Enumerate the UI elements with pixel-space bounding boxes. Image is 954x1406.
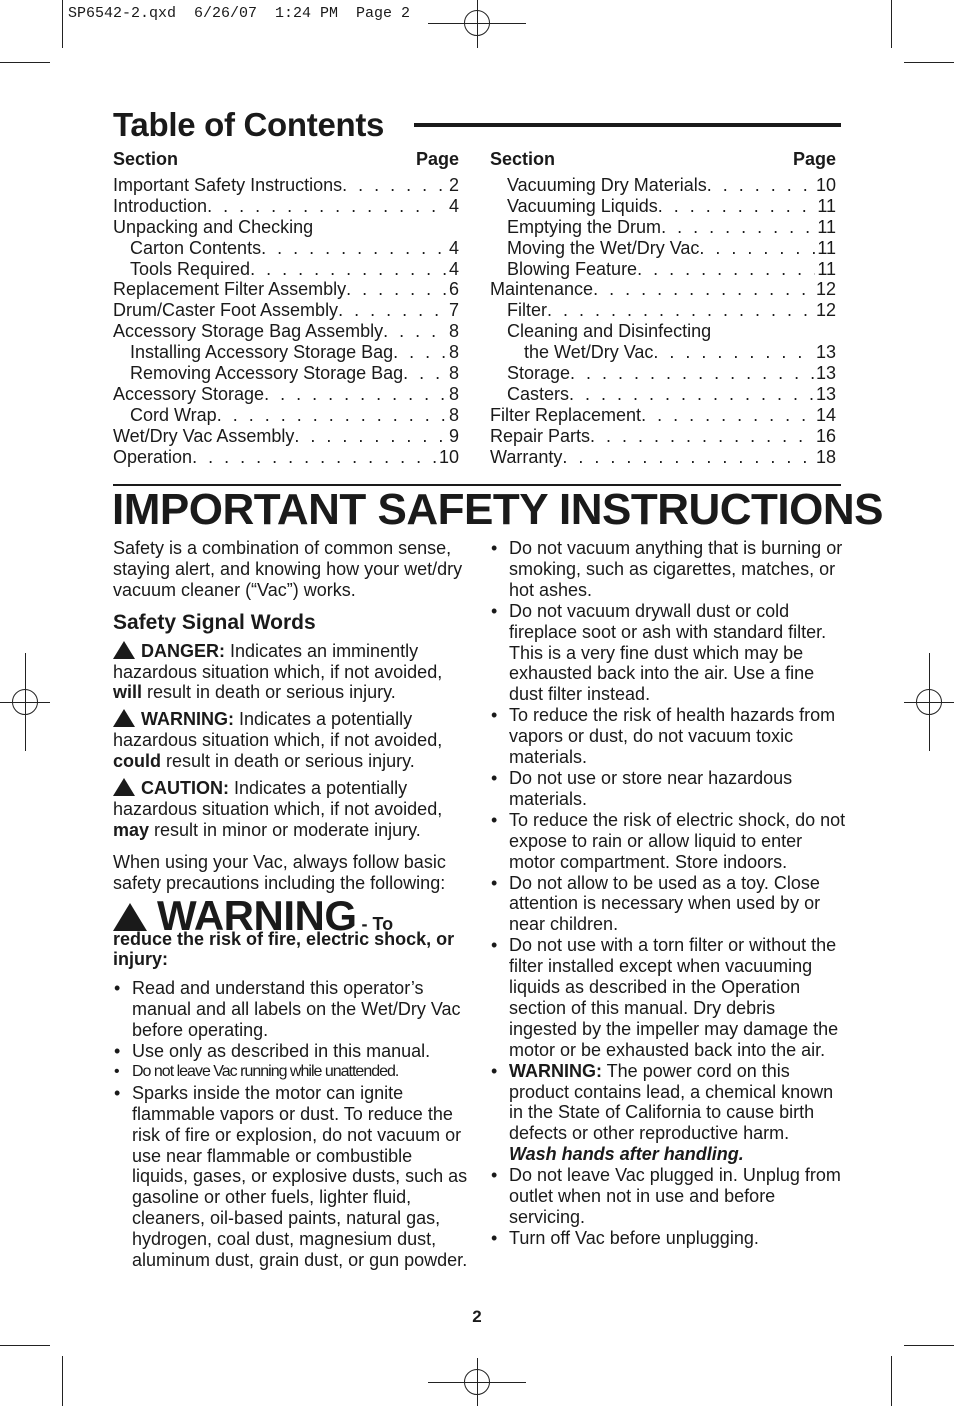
toc-entry xyxy=(113,363,459,384)
toc-title: Table of Contents xyxy=(113,106,385,143)
toc-page-label: Page xyxy=(792,149,836,169)
toc-leader-dots xyxy=(207,196,447,217)
warning-heading: WARNING - To xyxy=(113,902,468,935)
toc-title-rule xyxy=(414,123,841,127)
toc-leader-dots xyxy=(547,300,814,321)
toc-entry-label: the Wet/Dry Vac xyxy=(524,342,654,363)
toc-entry xyxy=(113,426,459,447)
toc-leader-dots xyxy=(338,300,447,321)
toc-entry-label: Storage xyxy=(507,363,571,384)
toc-entry-page: 13 xyxy=(815,363,836,384)
toc-entry xyxy=(490,238,836,259)
toc-entry xyxy=(490,175,836,196)
toc-entry xyxy=(490,363,836,384)
toc-entry xyxy=(490,217,836,238)
toc-entry-label: Drum/Caster Foot Assembly xyxy=(113,300,339,321)
toc-leader-dots xyxy=(569,384,814,405)
toc-entry xyxy=(113,279,459,300)
toc-left-header xyxy=(113,149,459,170)
toc-entry xyxy=(113,217,459,238)
right-safety-list-tail xyxy=(490,1165,846,1249)
toc-entry xyxy=(490,447,836,468)
toc-entry-label: Introduction xyxy=(113,195,208,216)
toc-left-entries xyxy=(113,175,459,468)
toc-right-header xyxy=(490,149,836,170)
toc-leader-dots xyxy=(342,175,447,196)
toc-entry-page: 4 xyxy=(448,237,459,258)
safety-bullet: • Do not allow to be used as a toy. Close attention is necessary when used by or near children. xyxy=(490,873,846,936)
toc-entry-page: 13 xyxy=(815,383,836,404)
toc-entry-page: 11 xyxy=(817,258,836,279)
warning-subheading: reduce the risk of fire, electric shock, or injury: xyxy=(113,928,455,970)
toc-entry-page: 7 xyxy=(448,300,459,321)
toc-entry-label: Operation xyxy=(113,446,193,467)
toc-entry-label: Filter xyxy=(507,300,547,321)
toc-leader-dots xyxy=(658,196,816,217)
toc-entry-page: 4 xyxy=(448,195,459,216)
left-safety-list xyxy=(113,978,468,1271)
toc-leader-dots xyxy=(250,259,447,280)
danger-definition: DANGER: Indicates an imminently hazardous situation which, if not avoided, will result in death or serious injury. xyxy=(113,640,443,703)
safety-right-column xyxy=(490,538,846,1249)
toc-entry xyxy=(490,196,836,217)
toc-entry-page: 6 xyxy=(448,279,459,300)
printer-slug: SP6542-2.qxd 6/26/07 1:24 PM Page 2 xyxy=(68,5,411,22)
prop65-list xyxy=(490,1061,846,1166)
toc-entry-label: Tools Required xyxy=(130,258,251,279)
safety-bullet: • Do not vacuum drywall dust or cold fireplace soot or ash with standard filter. This is a very fine dust which may be exhausted back into the air. Use a fine dust filter instead. xyxy=(490,601,846,706)
toc-entry-page: 12 xyxy=(815,300,836,321)
toc-entry-page: 11 xyxy=(817,195,836,216)
toc-leader-dots xyxy=(346,279,447,300)
toc-entry-label: Vacuuming Dry Materials xyxy=(507,174,707,195)
toc-leader-dots xyxy=(707,175,814,196)
alert-triangle-icon xyxy=(113,903,147,931)
safety-intro: Safety is a combination of common sense, staying alert, and knowing how your wet/dry vacuum cleaner (“Vac”) works. xyxy=(113,538,463,600)
toc-entry-label: Installing Accessory Storage Bag xyxy=(130,342,394,363)
signal-words-heading: Safety Signal Words xyxy=(113,610,316,634)
safety-left-column xyxy=(113,538,468,1271)
toc-entry-page: 14 xyxy=(815,404,836,425)
toc-entry-page: 8 xyxy=(448,342,459,363)
toc-entry-label: Repair Parts xyxy=(490,425,591,446)
toc-leader-dots xyxy=(192,447,437,468)
toc-entry-label: Warranty xyxy=(490,446,563,467)
toc-leader-dots xyxy=(294,426,447,447)
toc-entry xyxy=(490,279,836,300)
toc-entry-label: Unpacking and Checking xyxy=(113,216,314,237)
toc-entry-label: Important Safety Instructions xyxy=(113,174,343,195)
toc-entry-label: Cleaning and Disinfecting xyxy=(507,321,712,342)
toc-entry-page: 2 xyxy=(448,174,459,195)
safety-bullet: • Turn off Vac before unplugging. xyxy=(490,1228,846,1249)
toc-entry-label: Maintenance xyxy=(490,279,594,300)
toc-entry-page: 18 xyxy=(815,446,836,467)
alert-triangle-icon xyxy=(113,778,135,796)
toc-entry-label: Vacuuming Liquids xyxy=(507,195,658,216)
toc-right-entries xyxy=(490,175,836,468)
toc-left-column xyxy=(113,149,459,468)
safety-bullet: • Use only as described in this manual. xyxy=(113,1041,468,1062)
toc-entry-label: Wet/Dry Vac Assembly xyxy=(113,425,295,446)
toc-entry-page: 12 xyxy=(815,279,836,300)
toc-entry xyxy=(113,196,459,217)
alert-triangle-icon xyxy=(113,709,135,727)
toc-entry-label: Accessory Storage xyxy=(113,383,265,404)
toc-entry xyxy=(490,342,836,363)
toc-entry xyxy=(113,175,459,196)
toc-entry xyxy=(113,342,459,363)
toc-entry xyxy=(490,405,836,426)
toc-entry xyxy=(113,238,459,259)
toc-entry-label: Accessory Storage Bag Assembly xyxy=(113,321,384,342)
toc-entry xyxy=(490,426,836,447)
toc-leader-dots xyxy=(570,363,814,384)
safety-bullet: • To reduce the risk of electric shock, do not expose to rain or allow liquid to enter motor compartment. Store indoors. xyxy=(490,810,846,873)
toc-leader-dots xyxy=(661,217,815,238)
toc-leader-dots xyxy=(264,384,447,405)
toc-leader-dots xyxy=(403,363,447,384)
safety-bullet: • Do not leave Vac running while unattended. xyxy=(113,1062,468,1083)
toc-entry xyxy=(113,259,459,280)
toc-entry xyxy=(113,447,459,468)
toc-right-column xyxy=(490,149,836,468)
toc-leader-dots xyxy=(562,447,814,468)
toc-leader-dots xyxy=(641,405,814,426)
safety-bullet: • Do not use with a torn filter or without the filter installed except when vacuuming liquids as described in the Operation section of this manual. Dry debris ingested by the impeller may damage the motor or be exhausted back into the air. xyxy=(490,935,846,1060)
toc-entry-page: 9 xyxy=(448,425,459,446)
toc-entry xyxy=(490,300,836,321)
toc-entry-page: 8 xyxy=(448,404,459,425)
toc-leader-dots xyxy=(699,238,815,259)
basic-precautions-text: When using your Vac, always follow basic safety precautions including the following: xyxy=(113,851,446,893)
toc-entry xyxy=(490,321,836,342)
toc-leader-dots xyxy=(393,342,447,363)
toc-section-label: Section xyxy=(490,149,556,169)
toc-entry-page: 11 xyxy=(817,237,836,258)
safety-bullet: • Do not use or store near hazardous materials. xyxy=(490,768,846,810)
toc-entry xyxy=(113,300,459,321)
toc-entry-page: 10 xyxy=(815,174,836,195)
toc-entry xyxy=(490,384,836,405)
safety-bullet: • Do not leave Vac plugged in. Unplug from outlet when not in use and before servicing. xyxy=(490,1165,846,1228)
toc-entry-page: 10 xyxy=(438,446,459,467)
toc-entry-page: 4 xyxy=(448,258,459,279)
safety-title: IMPORTANT SAFETY INSTRUCTIONS xyxy=(112,485,883,534)
toc-entry-page: 8 xyxy=(448,383,459,404)
toc-entry-page: 8 xyxy=(448,321,459,342)
toc-entry xyxy=(490,259,836,280)
toc-entry-page: 13 xyxy=(815,342,836,363)
toc-entry-label: Emptying the Drum xyxy=(507,216,662,237)
toc-page-label: Page xyxy=(415,149,459,169)
toc-section-label: Section xyxy=(113,149,179,169)
toc-entry-page: 8 xyxy=(448,363,459,384)
toc-leader-dots xyxy=(383,321,447,342)
toc-entry-label: Cord Wrap xyxy=(130,404,217,425)
toc-entry-page: 11 xyxy=(817,216,836,237)
safety-bullet: • Read and understand this operator’s manual and all labels on the Wet/Dry Vac before operating. xyxy=(113,978,468,1041)
toc-entry xyxy=(113,321,459,342)
toc-leader-dots xyxy=(590,426,814,447)
toc-leader-dots xyxy=(261,238,447,259)
prop65-warning: • WARNING: The power cord on this product contains lead, a chemical known in the State of California to cause birth defects or other reproductive harm. Wash hands after handling. xyxy=(490,1061,846,1166)
alert-triangle-icon xyxy=(113,641,135,659)
toc-leader-dots xyxy=(593,279,814,300)
toc-entry xyxy=(113,384,459,405)
caution-definition: CAUTION: Indicates a potentially hazardous situation which, if not avoided, may result in minor or moderate injury. xyxy=(113,778,443,840)
safety-bullet: • To reduce the risk of health hazards from vapors or dust, do not vacuum toxic materials. xyxy=(490,705,846,768)
toc-entry xyxy=(113,405,459,426)
toc-entry-label: Filter Replacement xyxy=(490,404,642,425)
toc-entry-label: Replacement Filter Assembly xyxy=(113,279,347,300)
toc-leader-dots xyxy=(653,342,814,363)
toc-entry-label: Moving the Wet/Dry Vac xyxy=(507,237,700,258)
right-safety-list xyxy=(490,538,846,1061)
toc-entry-label: Casters xyxy=(507,383,570,404)
safety-bullet: • Sparks inside the motor can ignite flammable vapors or dust. To reduce the risk of fire or explosion, do not vacuum or use near flammable or combustible liquids, gases, or explosive dusts, such as gasoline or other fuels, lighter fluid, cleaners, oil-based paints, natural gas, hydrogen, coal dust, magnesium dust, aluminum dust, grain dust, or gun powder. xyxy=(113,1083,468,1271)
toc-entry-label: Carton Contents xyxy=(130,237,262,258)
toc-entry-label: Blowing Feature xyxy=(507,258,638,279)
page-number: 2 xyxy=(472,1307,482,1326)
toc-entry-page: 16 xyxy=(815,425,836,446)
safety-bullet: • Do not vacuum anything that is burning or smoking, such as cigarettes, matches, or hot ashes. xyxy=(490,538,846,601)
toc-entry-label: Removing Accessory Storage Bag xyxy=(130,363,404,384)
warning-definition: WARNING: Indicates a potentially hazardous situation which, if not avoided, could result in death or serious injury. xyxy=(113,709,443,772)
toc-leader-dots xyxy=(637,259,815,280)
toc-leader-dots xyxy=(217,405,447,426)
